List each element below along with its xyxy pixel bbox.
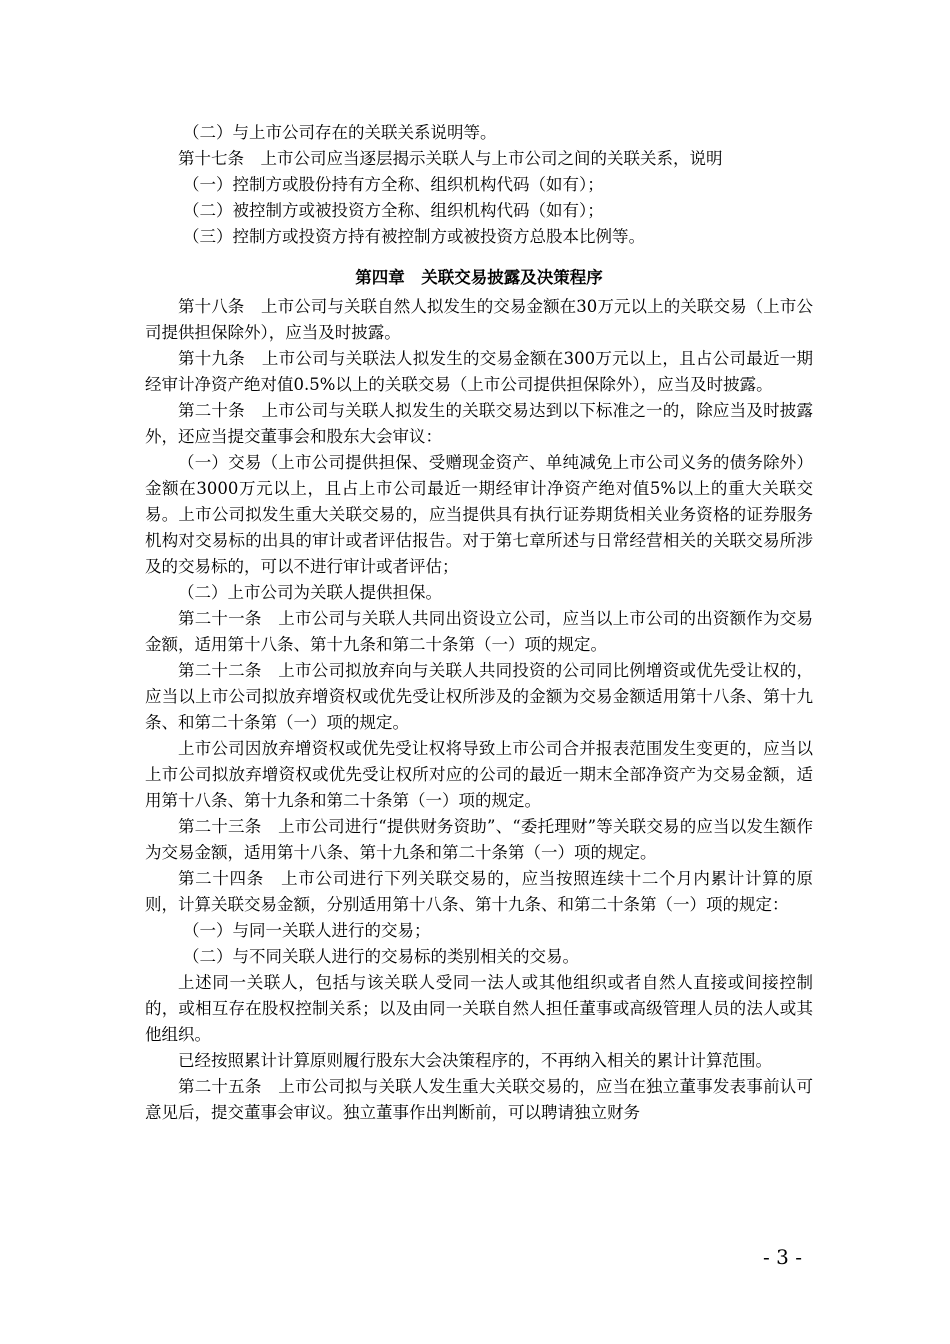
article-20: 第二十条 上市公司与关联人拟发生的关联交易达到以下标准之一的，除应当及时披露外，还应当提交董事会和股东大会审议： — [145, 401, 813, 446]
article-21: 第二十一条 上市公司与关联人共同出资设立公司，应当以上市公司的出资额作为交易金额，适用第十八条、第十九条和第二十条第（一）项的规定。 — [145, 609, 813, 654]
document-body — [145, 120, 813, 1126]
page-number: - 3 - — [763, 1245, 802, 1269]
article-22-para-2: 上市公司因放弃增资权或优先受让权将导致上市公司合并报表范围发生变更的，应当以上市公司拟放弃增资权或优先受让权所对应的公司的最近一期末全部净资产为交易金额，适用第十八条、第十九条和第二十条第（一）项的规定。 — [145, 739, 813, 810]
article-18: 第十八条 上市公司与关联自然人拟发生的交易金额在30万元以上的关联交易（上市公司提供担保除外），应当及时披露。 — [145, 297, 813, 342]
clause-line: （二）与上市公司存在的关联关系说明等。 — [183, 123, 497, 142]
article-24-item-1: （一）与同一关联人进行的交易； — [183, 921, 431, 940]
article-19: 第十九条 上市公司与关联法人拟发生的交易金额在300万元以上，且占公司最近一期经审计净资产绝对值0.5%以上的关联交易（上市公司提供担保除外），应当及时披露。 — [145, 349, 813, 394]
clause-line: （三）控制方或投资方持有被控制方或被投资方总股本比例等。 — [183, 227, 645, 246]
chapter-heading: 第四章 关联交易披露及决策程序 — [355, 268, 603, 287]
article-24-item-2: （二）与不同关联人进行的交易标的类别相关的交易。 — [183, 947, 579, 966]
article-24: 第二十四条 上市公司进行下列关联交易的，应当按照连续十二个月内累计计算的原则，计算关联交易金额，分别适用第十八条、第十九条、和第二十条第（一）项的规定： — [145, 869, 813, 914]
article-25: 第二十五条 上市公司拟与关联人发生重大关联交易的，应当在独立董事发表事前认可意见后，提交董事会审议。独立董事作出判断前，可以聘请独立财务 — [145, 1077, 813, 1122]
article-24-para-2: 上述同一关联人，包括与该关联人受同一法人或其他组织或者自然人直接或间接控制的，或相互存在股权控制关系；以及由同一关联自然人担任董事或高级管理人员的法人或其他组织。 — [145, 973, 813, 1044]
article-23: 第二十三条 上市公司进行“提供财务资助”、“委托理财”等关联交易的应当以发生额作为交易金额，适用第十八条、第十九条和第二十条第（一）项的规定。 — [145, 817, 813, 862]
clause-line: （二）被控制方或被投资方全称、组织机构代码（如有）； — [183, 201, 604, 220]
article-24-para-3: 已经按照累计计算原则履行股东大会决策程序的，不再纳入相关的累计计算范围。 — [178, 1051, 772, 1070]
article-22: 第二十二条 上市公司拟放弃向与关联人共同投资的公司同比例增资或优先受让权的，应当以上市公司拟放弃增资权或优先受让权所涉及的金额为交易金额适用第十八条、第十九条、和第二十条第（一）项的规定。 — [145, 661, 813, 732]
article-17: 第十七条 上市公司应当逐层揭示关联人与上市公司之间的关联关系，说明 — [178, 149, 723, 168]
clause-line: （一）控制方或股份持有方全称、组织机构代码（如有）； — [183, 175, 604, 194]
article-20-item-1: （一）交易（上市公司提供担保、受赠现金资产、单纯减免上市公司义务的债务除外）金额在3000万元以上，且占上市公司最近一期经审计净资产绝对值5%以上的重大关联交易。上市公司拟发生重大关联交易的，应当提供具有执行证券期货相关业务资格的证券服务机构对交易标的出具的审计或者评估报告。对于第七章所述与日常经营相关的关联交易所涉及的交易标的，可以不进行审计或者评估； — [145, 453, 813, 576]
article-20-item-2: （二）上市公司为关联人提供担保。 — [178, 583, 442, 602]
